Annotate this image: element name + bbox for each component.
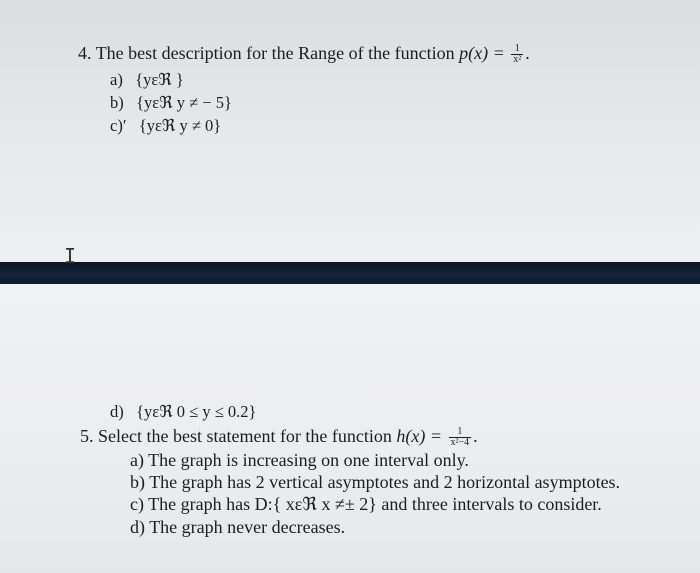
option-text: {yεℜ y ≠ − 5} [136, 93, 232, 112]
q5-end: . [473, 426, 478, 446]
q4-option-d [110, 402, 256, 422]
option-label: c)′ [110, 116, 127, 135]
option-text: The graph never decreases. [149, 517, 346, 537]
q4-text: The best description for the Range of the function [95, 43, 455, 63]
option-text: The graph has D:{ xεℜ x ≠± 2} and three intervals to consider. [148, 494, 602, 514]
q5-option-d [130, 517, 345, 537]
q5-frac-numerator: 1 [449, 427, 472, 438]
option-label: c) [130, 494, 144, 514]
q4-stem [78, 43, 530, 65]
q5-frac-denominator: x²−4 [450, 437, 470, 449]
q5-option-a [130, 450, 469, 470]
option-label: d) [130, 517, 145, 537]
q4-frac-denominator: x² [513, 54, 522, 66]
option-label: a) [130, 450, 144, 470]
q4-number: 4. [78, 43, 92, 63]
q4-option-a [110, 70, 184, 90]
q4-frac-numerator: 1 [511, 44, 523, 55]
option-label: d) [110, 402, 124, 421]
q5-stem [80, 426, 478, 448]
option-text: {yεℜ } [135, 70, 184, 89]
option-text: {yεℜ 0 ≤ y ≤ 0.2} [136, 402, 257, 421]
paper-top-section [0, 0, 700, 262]
dark-divider-band [0, 262, 700, 284]
q4-function: p(x) = [459, 43, 505, 63]
q4-option-b [110, 93, 232, 113]
q5-option-c [130, 494, 602, 514]
option-text: The graph is increasing on one interval only. [148, 450, 469, 470]
q4-fraction [511, 44, 523, 65]
option-text: The graph has 2 vertical asymptotes and 2 horizontal asymptotes. [149, 472, 621, 492]
q5-fraction [449, 427, 472, 448]
q4-end: . [525, 43, 530, 63]
q5-option-b [130, 472, 620, 492]
option-text: {yεℜ y ≠ 0} [138, 116, 222, 135]
option-label: b) [110, 93, 124, 112]
option-label: a) [110, 70, 123, 89]
q5-number: 5. [80, 426, 94, 446]
q4-option-c [110, 116, 221, 136]
q5-text: Select the best statement for the function [98, 426, 392, 446]
text-cursor-icon: I [64, 244, 77, 268]
q5-function: h(x) = [396, 426, 443, 446]
option-label: b) [130, 472, 145, 492]
